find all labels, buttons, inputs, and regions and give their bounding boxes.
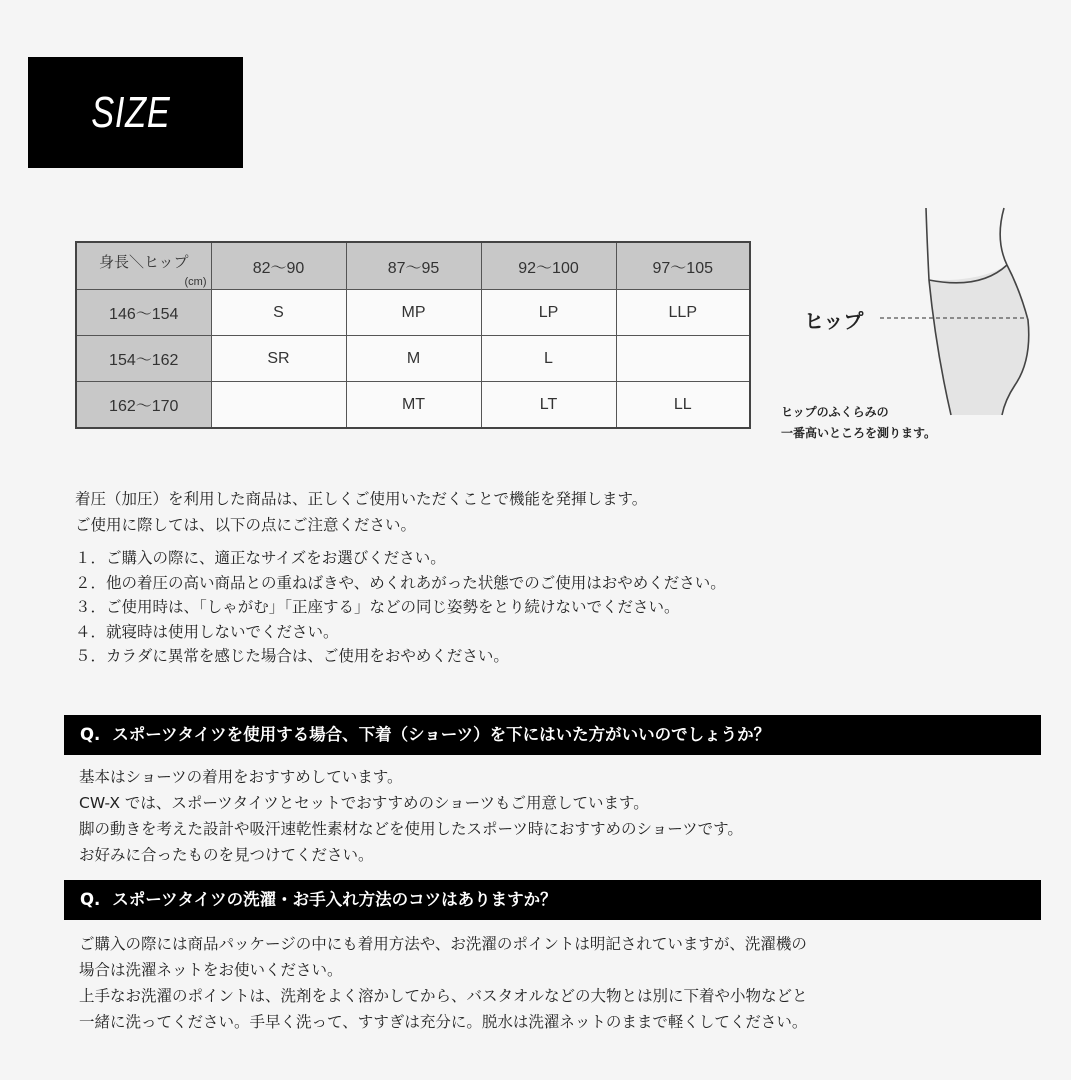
hip-shaded-area [929,265,1029,415]
size-cell: LT [481,382,616,429]
answer-line: 上手なお洗濯のポイントは、洗剤をよく溶かしてから、バスタオルなどの大物とは別に下着や小物などと [79,987,808,1005]
unit-label: (cm) [184,276,207,288]
notice-intro: ご使用に際しては、以下の点にご注意ください。 [75,516,417,534]
corner-header-cell [76,242,211,290]
hip-caption-line: ヒップのふくらみの [781,405,889,419]
size-title-badge [28,57,243,168]
answer-line: 基本はショーツの着用をおすすめしています。 [79,768,403,786]
corner-label: 身長＼ヒップ [98,252,189,271]
hip-caption [781,402,936,444]
hip-range-header: 97〜105 [616,242,750,290]
q-prefix: Q. [80,890,101,909]
question-text: スポーツタイツを使用する場合、下着（ショーツ）を下にはいた方がいいのでしょうか？ [112,725,771,744]
hip-caption-line: 一番高いところを測ります。 [781,426,937,440]
question-text: スポーツタイツの洗濯・お手入れ方法のコツはありますか？ [112,890,557,909]
faq-question-washing [64,880,1041,920]
faq-answer-washing [79,931,808,1035]
q-prefix: Q. [80,725,101,744]
answer-line: ご購入の際には商品パッケージの中にも着用方法や、お洗濯のポイントは明記されていますが、洗濯機の [79,935,807,953]
size-cell: LP [481,290,616,336]
answer-line: 場合は洗濯ネットをお使いください。 [79,961,343,979]
size-cell: S [211,290,346,336]
size-cell: MP [346,290,481,336]
hip-range-header: 82〜90 [211,242,346,290]
size-cell: LLP [616,290,750,336]
height-range-cell: 162〜170 [76,382,211,429]
size-cell: LL [616,382,750,429]
faq-question-underwear [64,715,1041,755]
hip-range-header: 87〜95 [346,242,481,290]
height-range-cell: 154〜162 [76,336,211,382]
notice-item: １．ご購入の際に、適正なサイズをお選びください。 [75,549,446,567]
answer-line: 一緒に洗ってください。手早く洗って、すすぎは充分に。脱水は洗濯ネットのままで軽くしてください。 [79,1013,808,1031]
height-range-cell: 146〜154 [76,290,211,336]
table-row [76,336,750,382]
size-title: SIZE [90,87,171,137]
table-header-row [76,242,750,290]
notice-item: ４．就寝時は使用しないでください。 [75,622,339,641]
hip-label: ヒップ [804,309,864,333]
answer-line: 脚の動きを考えた設計や吸汗速乾性素材などを使用したスポーツ時におすすめのショーツです。 [79,820,743,838]
size-cell: SR [211,336,346,382]
faq-answer-underwear [79,764,743,868]
size-chart-table [75,241,751,429]
usage-notice [75,486,726,669]
notice-item: ３．ご使用時は、「しゃがむ」「正座する」などの同じ姿勢をとり続けないでください。 [75,598,680,616]
notice-intro: 着圧（加圧）を利用した商品は、正しくご使用いただくことで機能を発揮します。 [75,490,648,508]
size-cell: M [346,336,481,382]
table-row [76,382,750,429]
size-cell [211,382,346,429]
answer-line: CW-X では、スポーツタイツとセットでおすすめのショーツもご用意しています。 [79,794,649,812]
size-cell: MT [346,382,481,429]
answer-line: お好みに合ったものを見つけてください。 [79,846,374,864]
notice-item: ５．カラダに異常を感じた場合は、ご使用をおやめください。 [75,647,509,665]
hip-range-header: 92〜100 [481,242,616,290]
size-cell [616,336,750,382]
table-row [76,290,750,336]
size-cell: L [481,336,616,382]
notice-item: ２．他の着圧の高い商品との重ねばきや、めくれあがった状態でのご使用はおやめください。 [75,573,726,592]
